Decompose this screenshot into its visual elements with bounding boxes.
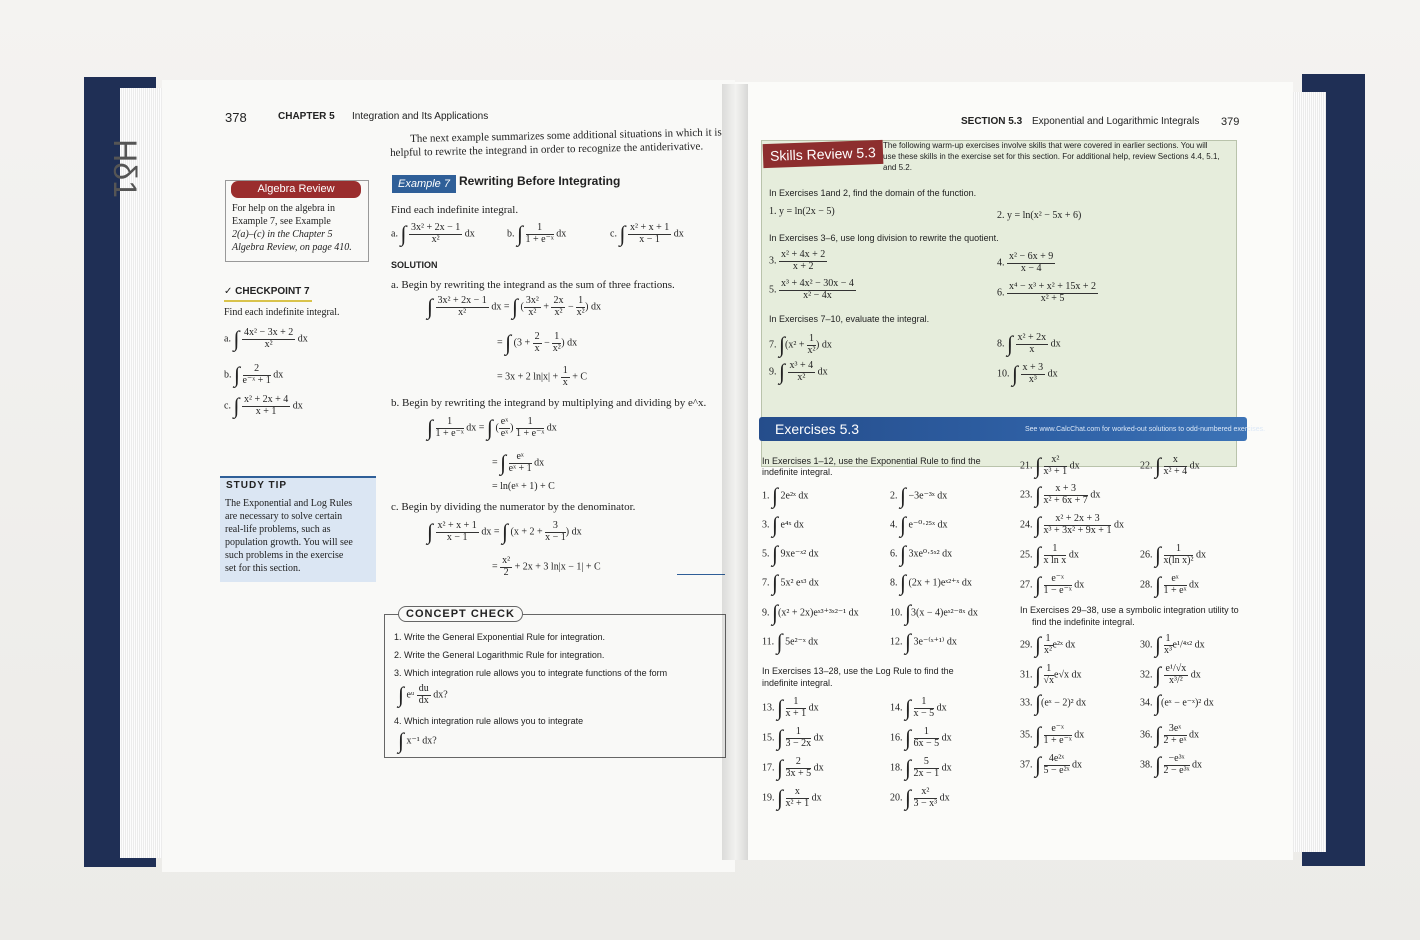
algebra-review-line-3: 2(a)–(c) in the Chapter 5 bbox=[232, 229, 333, 240]
exercise-prompt-2-line-1: In Exercises 13–28, use the Log Rule to find the bbox=[762, 666, 954, 676]
concept-check-title: CONCEPT CHECK bbox=[398, 606, 523, 622]
example-part-b: b. ∫ $\frac{1}{\text{1 + e⁻ˣ}}$ dx bbox=[507, 221, 567, 246]
solution-a-text: a. Begin by rewriting the integrand as the sum of three fractions. bbox=[391, 279, 675, 291]
left-page bbox=[162, 80, 735, 872]
skills-problem-6: 6. $\frac{\text{x⁴ − x³ + x² + 15x + 2}}{\text{x² + 5}}$ bbox=[997, 281, 1097, 304]
exercise-27: 27. ∫ $\frac{\text{e⁻ˣ}}{\text{1 − e⁻ˣ}}$ dx bbox=[1020, 572, 1085, 597]
example-part-c: c. ∫ $\frac{\text{x² + x + 1}}{x - 1}$ dx bbox=[610, 221, 684, 246]
concept-formula-2: ∫ x⁻¹ dx? bbox=[398, 728, 437, 753]
solution-heading: SOLUTION bbox=[391, 260, 438, 270]
exercise-6: 6. ∫ 3xe⁰·⁵ˣ² dx bbox=[890, 541, 953, 566]
right-page-stack bbox=[1288, 92, 1326, 852]
concept-item-3: 3. Which integration rule allows you to integrate functions of the form bbox=[394, 668, 668, 678]
exercise-32: 32. ∫ $\frac{\text{e¹/√x}}{\text{x³/²}}$ dx bbox=[1140, 662, 1201, 687]
left-page-stack bbox=[120, 88, 168, 858]
skills-problem-4: 4. $\frac{\text{x² − 6x + 9}}{x - 4}$ bbox=[997, 251, 1054, 274]
exercise-20: 20. ∫ $\frac{\text{x²}}{\text{3 − x³}}$ dx bbox=[890, 785, 950, 810]
exercise-prompt-3-line-2: find the indefinite integral. bbox=[1032, 617, 1135, 627]
solution-c-text: c. Begin by dividing the numerator by the denominator. bbox=[391, 501, 636, 513]
concept-formula-1: ∫ eᵘ $\frac{du}{dx}$ dx? bbox=[398, 682, 448, 707]
solution-b-line-3: = ln(eˣ + 1) + C bbox=[492, 481, 555, 492]
exercise-29: 29. ∫ $\frac{1}{\text{x²}}$ e²ˣ dx bbox=[1020, 632, 1076, 657]
skills-intro-line-3: and 5.2. bbox=[883, 163, 912, 172]
exercise-14: 14. ∫ $\frac{1}{x - 5}$ dx bbox=[890, 695, 947, 720]
exercise-12: 12. ∫ 3e⁻⁽ˣ⁺¹⁾ dx bbox=[890, 629, 957, 654]
concept-item-4: 4. Which integration rule allows you to integrate bbox=[394, 716, 584, 726]
example-part-a: a. ∫ $\frac{\text{3x² + 2x − 1}}{\text{x²}}$ dx bbox=[391, 221, 475, 246]
study-tip-line-3: real-life problems, such as bbox=[225, 524, 331, 535]
exercise-21: 21. ∫ $\frac{\text{x²}}{\text{x³ + 1}}$ dx bbox=[1020, 453, 1080, 478]
exercise-30: 30. ∫ $\frac{1}{\text{x³}}$ e¹/⁴ˣ² dx bbox=[1140, 632, 1205, 657]
study-tip-line-5: such problems in the exercise bbox=[225, 550, 344, 561]
exercise-1: 1. ∫ 2e²ˣ dx bbox=[762, 483, 809, 508]
exercise-34: 34. ∫(eˣ − e⁻ˣ)² dx bbox=[1140, 690, 1214, 715]
exercises-link: See www.CalcChat.com for worked-out solutions to odd-numbered exercises. bbox=[1025, 426, 1266, 433]
study-tip-line-2: are necessary to solve certain bbox=[225, 511, 343, 522]
exercise-28: 28. ∫ $\frac{\text{eˣ}}{\text{1 + eˣ}}$ dx bbox=[1140, 572, 1199, 597]
example-instruction: Find each indefinite integral. bbox=[391, 204, 519, 216]
skills-intro-line-2: use these skills in the exercise set for this section. For additional help, review Sections 4.4, 5.1, bbox=[883, 152, 1220, 161]
solution-b-line-1: ∫ $\frac{1}{\text{1 + e⁻ˣ}}$ dx = ∫ ( $\frac{\text{eˣ}}{\text{eˣ}}$ ) $\frac{1}{\text{1 + e⁻ˣ}}$ dx bbox=[427, 415, 557, 440]
algebra-review-line-2: Example 7, see Example bbox=[232, 216, 331, 227]
exercise-5: 5. ∫ 9xe⁻ˣ² dx bbox=[762, 541, 819, 566]
exercise-prompt-1-line-1: In Exercises 1–12, use the Exponential Rule to find the bbox=[762, 456, 981, 466]
exercise-13: 13. ∫ $\frac{1}{x + 1}$ dx bbox=[762, 695, 819, 720]
solution-a-line-3: = 3x + 2 ln|x| + $\frac{1}{x}$ + C bbox=[497, 365, 588, 388]
right-page bbox=[735, 82, 1293, 860]
exercise-18: 18. ∫ $\frac{5}{2x - 1}$ dx bbox=[890, 755, 952, 780]
exercise-9: 9. ∫(x² + 2x)eˣ³⁺³ˣ²⁻¹ dx bbox=[762, 600, 859, 625]
exercise-36: 36. ∫ $\frac{\text{3eˣ}}{\text{2 + eˣ}}$ dx bbox=[1140, 722, 1199, 747]
right-page-number: 379 bbox=[1221, 116, 1240, 128]
solution-c-line-1: ∫ $\frac{\text{x² + x + 1}}{x - 1}$ dx = ∫ (x + 2 + $\frac{3}{x - 1}$ ) dx bbox=[427, 519, 582, 544]
solution-c-line-2: = $\frac{\text{x²}}{2}$ + 2x + 3 ln|x − 1| + C bbox=[492, 555, 601, 578]
book-gutter-shadow bbox=[722, 84, 748, 860]
exercise-33: 33. ∫(eˣ − 2)² dx bbox=[1020, 690, 1087, 715]
study-tip-title: STUDY TIP bbox=[226, 480, 288, 491]
exercise-22: 22. ∫ $\frac{x}{\text{x² + 4}}$ dx bbox=[1140, 453, 1200, 478]
section-label: SECTION 5.3 bbox=[961, 116, 1023, 127]
skills-intro-line-1: The following warm-up exercises involve skills that were covered in earlier sections. You will bbox=[883, 141, 1208, 150]
solution-a-line-2: = ∫ (3 + $\frac{2}{x}$ − $\frac{1}{\text{x²}}$ ) dx bbox=[497, 330, 578, 355]
skills-problem-8: 8. ∫ $\frac{\text{x² + 2x}}{x}$ dx bbox=[997, 331, 1061, 356]
exercise-19: 19. ∫ $\frac{x}{\text{x² + 1}}$ dx bbox=[762, 785, 822, 810]
exercise-24: 24. ∫ $\frac{\text{x² + 2x + 3}}{\text{x³ + 3x² + 9x + 1}}$ dx bbox=[1020, 512, 1124, 537]
study-tip-line-4: population growth. You will see bbox=[225, 537, 353, 548]
study-tip-line-6: set for this section. bbox=[225, 563, 301, 574]
exercise-15: 15. ∫ $\frac{1}{3 - 2x}$ dx bbox=[762, 725, 824, 750]
exercise-3: 3. ∫ e⁴ˣ dx bbox=[762, 512, 804, 537]
exercise-7: 7. ∫ 5x² eˣ³ dx bbox=[762, 570, 819, 595]
checkpoint-b: b. ∫ $\frac{2}{\text{e⁻ˣ + 1}}$ dx bbox=[224, 362, 284, 387]
skills-problem-3: 3. $\frac{\text{x² + 4x + 2}}{x + 2}$ bbox=[769, 249, 826, 272]
exercise-8: 8. ∫ (2x + 1)eˣ²⁺ˣ dx bbox=[890, 570, 972, 595]
exercise-35: 35. ∫ $\frac{\text{e⁻ˣ}}{\text{1 + e⁻ˣ}}$ dx bbox=[1020, 722, 1085, 747]
algebra-review-line-4: Algebra Review, on page 410. bbox=[232, 242, 352, 253]
exercise-23: 23. ∫ $\frac{x + 3}{\text{x² + 6x + 7}}$ dx bbox=[1020, 482, 1101, 507]
algebra-review-title: Algebra Review bbox=[231, 181, 361, 198]
exercise-prompt-3-line-1: In Exercises 29–38, use a symbolic integration utility to bbox=[1020, 605, 1239, 615]
example-end-rule bbox=[677, 574, 725, 575]
exercises-title: Exercises 5.3 bbox=[775, 421, 860, 437]
chapter-label: CHAPTER 5 bbox=[278, 111, 335, 122]
skills-problem-5: 5. $\frac{\text{x³ + 4x² − 30x − 4}}{\text{x² − 4x}}$ bbox=[769, 278, 854, 301]
skills-problem-7: 7. ∫(x² + $\frac{1}{\text{x²}}$ ) dx bbox=[769, 332, 832, 357]
skills-problem-2: 2. y = ln(x² − 5x + 6) bbox=[997, 210, 1082, 221]
exercise-prompt-1-line-2: indefinite integral. bbox=[762, 467, 833, 477]
concept-item-1: 1. Write the General Exponential Rule for integration. bbox=[394, 632, 605, 642]
algebra-review-line-1: For help on the algebra in bbox=[232, 203, 336, 214]
exercise-16: 16. ∫ $\frac{1}{6x - 5}$ dx bbox=[890, 725, 952, 750]
exercise-4: 4. ∫ e⁻⁰·²⁵ˣ dx bbox=[890, 512, 948, 537]
section-title: Exponential and Logarithmic Integrals bbox=[1032, 116, 1200, 127]
example-title: Rewriting Before Integrating bbox=[459, 174, 621, 188]
skills-problem-9: 9. ∫ $\frac{\text{x³ + 4}}{\text{x²}}$ dx bbox=[769, 359, 828, 384]
exercise-26: 26. ∫ $\frac{1}{\text{x(ln x)²}}$ dx bbox=[1140, 542, 1206, 567]
checkpoint-c: c. ∫ $\frac{\text{x² + 2x + 4}}{x + 1}$ dx bbox=[224, 393, 303, 418]
exercise-37: 37. ∫ $\frac{\text{4e²ˣ}}{\text{5 − e²ˣ}}$ dx bbox=[1020, 752, 1082, 777]
exercise-10: 10. ∫3(x − 4)eˣ²⁻⁸ˣ dx bbox=[890, 600, 978, 625]
skills-prompt-2: In Exercises 3–6, use long division to rewrite the quotient. bbox=[769, 233, 999, 243]
solution-b-line-2: = ∫ $\frac{\text{eˣ}}{\text{eˣ + 1}}$ dx bbox=[492, 450, 545, 475]
exercise-11: 11. ∫ 5e²⁻ˣ dx bbox=[762, 629, 819, 654]
exercise-25: 25. ∫ $\frac{1}{\text{x ln x}}$ dx bbox=[1020, 542, 1079, 567]
skills-review-title: Skills Review 5.3 bbox=[763, 140, 884, 168]
skills-problem-10: 10. ∫ $\frac{x + 3}{\text{x³}}$ dx bbox=[997, 361, 1058, 386]
exercise-2: 2. ∫ −3e⁻³ˣ dx bbox=[890, 483, 948, 508]
checkpoint-a: a. ∫ $\frac{\text{4x² − 3x + 2}}{\text{x²}}$ dx bbox=[224, 326, 308, 351]
intro-line-1: The next example summarizes some additional situations in which it is bbox=[410, 126, 722, 145]
solution-b-text: b. Begin by rewriting the integrand by multiplying and dividing by e^x. bbox=[391, 397, 707, 409]
example-label: Example 7 bbox=[392, 175, 456, 193]
skills-prompt-1: In Exercises 1and 2, find the domain of the function. bbox=[769, 188, 977, 198]
skills-problem-1: 1. y = ln(2x − 5) bbox=[769, 206, 835, 217]
left-page-number: 378 bbox=[225, 110, 247, 125]
handwritten-tab-note: Hδ1 bbox=[106, 139, 143, 198]
chapter-title: Integration and Its Applications bbox=[352, 111, 489, 122]
exercise-38: 38. ∫ $\frac{\text{−e³ˣ}}{\text{2 − e³ˣ}}$ dx bbox=[1140, 752, 1202, 777]
intro-line-2: helpful to rewrite the integrand in order to recognize the antiderivative. bbox=[390, 140, 704, 159]
exercise-31: 31. ∫ $\frac{1}{√x}$ e√x dx bbox=[1020, 662, 1082, 687]
study-tip-line-1: The Exponential and Log Rules bbox=[225, 498, 353, 509]
exercise-prompt-2-line-2: indefinite integral. bbox=[762, 678, 833, 688]
concept-item-2: 2. Write the General Logarithmic Rule for integration. bbox=[394, 650, 605, 660]
checkpoint-instruction: Find each indefinite integral. bbox=[224, 307, 340, 318]
skills-prompt-3: In Exercises 7–10, evaluate the integral. bbox=[769, 314, 930, 324]
checkpoint-underline bbox=[224, 300, 312, 302]
checkpoint-title: ✓ CHECKPOINT 7 bbox=[224, 286, 310, 297]
exercise-17: 17. ∫ $\frac{2}{3x + 5}$ dx bbox=[762, 755, 824, 780]
solution-a-line-1: ∫ $\frac{\text{3x² + 2x − 1}}{\text{x²}}$ dx = ∫ ( $\frac{\text{3x²}}{\text{x²}}$ + $\frac{2x}{\text{x²}}$ − $\frac{1}{\text{x²}}$ ) dx bbox=[427, 294, 601, 319]
